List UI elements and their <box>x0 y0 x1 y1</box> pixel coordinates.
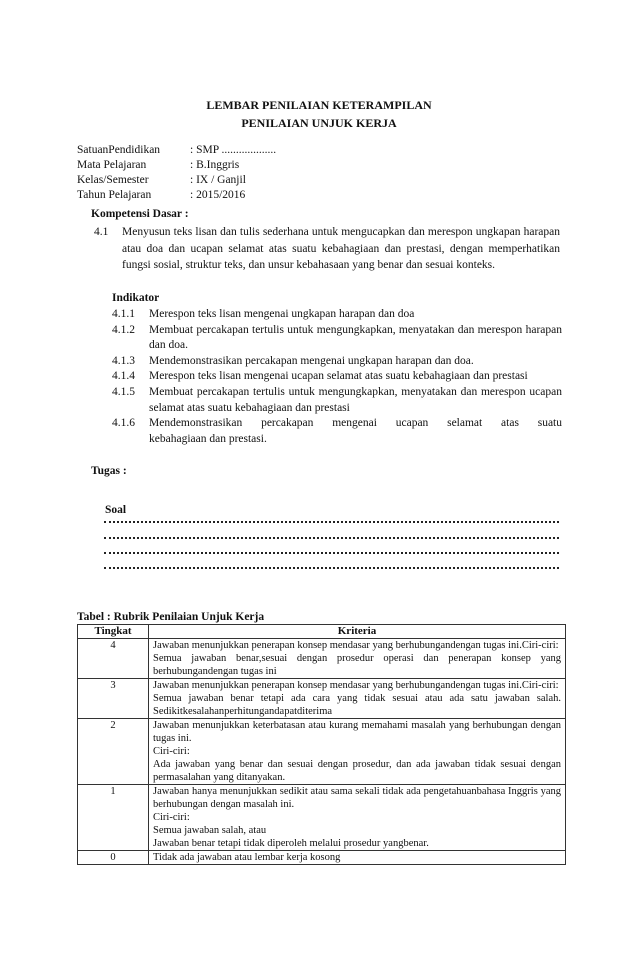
indikator-item <box>112 385 562 416</box>
criteria-line: Jawaban benar tetapi tidak diperoleh melalui prosedur yangbenar. <box>153 838 429 849</box>
rubric-level: 0 <box>78 851 149 865</box>
document-subtitle: PENILAIAN UNJUK KERJA <box>241 116 397 130</box>
info-label: Kelas/Semester <box>77 174 149 186</box>
indikator-list <box>112 307 562 447</box>
kompetensi-item <box>94 224 560 274</box>
table-row <box>78 639 566 679</box>
header-tingkat: Tingkat <box>78 625 149 639</box>
info-value: : IX / Ganjil <box>190 174 246 186</box>
indikator-text: Membuat percakapan tertulis untuk mengungkapkan, menyatakan dan merespon harapan dan doa. <box>149 323 562 352</box>
info-value: : B.Inggris <box>190 159 240 171</box>
criteria-line: Jawaban hanya menunjukkan sedikit atau sama sekali tidak ada pengetahuanbahasa Inggris yang berhubungan dengan masalah ini. <box>153 786 561 810</box>
rubric-criteria <box>149 851 566 865</box>
indikator-item <box>112 307 562 323</box>
criteria-line: Jawaban menunjukkan keterbatasan atau kurang memahami masalah yang berhubungan dengan tugas ini. <box>153 720 561 744</box>
indikator-text: Merespon teks lisan mengenai ungkapan harapan dan doa <box>149 308 415 320</box>
kompetensi-heading: Kompetensi Dasar : <box>91 208 189 220</box>
info-row-kelas <box>77 174 246 189</box>
indikator-number: 4.1.5 <box>112 385 135 398</box>
answer-line <box>104 552 559 554</box>
rubric-criteria <box>149 679 566 719</box>
rubric-criteria <box>149 639 566 679</box>
indikator-number: 4.1.6 <box>112 417 135 430</box>
rubric-table <box>77 624 566 865</box>
info-label: Tahun Pelajaran <box>77 189 152 201</box>
indikator-number: 4.1.3 <box>112 354 135 367</box>
criteria-line: Tidak ada jawaban atau lembar kerja kosong <box>153 852 341 863</box>
indikator-item <box>112 369 562 385</box>
info-value: : SMP ................... <box>190 144 277 156</box>
header-kriteria: Kriteria <box>149 625 566 639</box>
info-row-mapel <box>77 159 239 174</box>
indikator-item <box>112 354 562 370</box>
document-title: LEMBAR PENILAIAN KETERAMPILAN <box>206 98 432 112</box>
table-row <box>78 851 566 865</box>
criteria-line: Ciri-ciri: <box>153 746 190 757</box>
criteria-line: Jawaban menunjukkan penerapan konsep mendasar yang berhubungandengan tugas ini.Ciri-ciri: <box>153 680 559 691</box>
indikator-number: 4.1.1 <box>112 308 135 320</box>
indikator-text: kebahagiaan dan prestasi. <box>149 432 267 445</box>
indikator-text: Mendemonstrasikan percakapan mengenai ungkapan harapan dan doa. <box>149 354 474 367</box>
indikator-text: Mendemonstrasikan percakapan mengenai ucapan selamat atas suatu <box>149 417 562 430</box>
info-label: Mata Pelajaran <box>77 159 147 171</box>
rubric-level: 4 <box>78 639 149 679</box>
table-row <box>78 785 566 851</box>
criteria-line: Semua jawaban salah, atau <box>153 825 267 836</box>
rubric-criteria <box>149 785 566 851</box>
indikator-number: 4.1.4 <box>112 370 135 383</box>
info-row-tahun <box>77 189 245 204</box>
indikator-text: Membuat percakapan tertulis untuk mengungkapkan, menyatakan dan merespon ucapan selamat atas suatu kebahagiaan dan prestasi <box>149 385 562 414</box>
rubric-level: 1 <box>78 785 149 851</box>
criteria-line: Jawaban menunjukkan penerapan konsep mendasar yang berhubungandengan tugas ini.Ciri-ciri: <box>153 640 559 651</box>
criteria-line: Ada jawaban yang benar dan sesuai dengan prosedur, dan ada jawaban tidak sesuai dengan permasalahan yang ditanyakan. <box>153 759 561 783</box>
rubric-level: 3 <box>78 679 149 719</box>
indikator-item <box>112 416 562 432</box>
rubric-caption: Tabel : Rubrik Penilaian Unjuk Kerja <box>77 611 265 623</box>
soal-label: Soal <box>105 504 127 516</box>
answer-line <box>104 537 559 539</box>
answer-line <box>104 521 559 523</box>
info-row-satuan <box>77 144 276 159</box>
kompetensi-number: 4.1 <box>94 226 109 238</box>
info-value: : 2015/2016 <box>190 189 246 201</box>
info-label: SatuanPendidikan <box>77 144 161 156</box>
rubric-level: 2 <box>78 719 149 785</box>
criteria-line: Ciri-ciri: <box>153 812 190 823</box>
rubric-criteria <box>149 719 566 785</box>
indikator-item <box>112 323 562 354</box>
criteria-line: Semua jawaban benar tetapi ada cara yang tidak sesuai atau ada satu jawaban salah. Sedikitkesalahanperhitungandapatditerima <box>153 693 561 717</box>
kompetensi-text: Menyusun teks lisan dan tulis sederhana untuk mengucapkan dan merespon ungkapan harapan atau doa dan ucapan selamat atas suatu kebahagiaan dan prestasi, dengan memperhatikan fungsi sosial, struktur teks, dan unsur kebahasaan yang benar dan sesuai konteks. <box>122 226 560 271</box>
indikator-text: Merespon teks lisan mengenai ucapan selamat atas suatu kebahagiaan dan prestasi <box>149 370 528 383</box>
table-row <box>78 679 566 719</box>
indikator-item-continuation <box>112 432 562 448</box>
indikator-number: 4.1.2 <box>112 323 135 336</box>
criteria-line: Semua jawaban benar,sesuai dengan prosedur operasi dan penerapan konsep yang berhubungandengan tugas ini <box>153 653 561 677</box>
answer-line <box>104 567 559 569</box>
tugas-label: Tugas : <box>91 465 127 477</box>
rubric-header-row <box>78 625 566 639</box>
table-row <box>78 719 566 785</box>
indikator-heading: Indikator <box>112 292 160 304</box>
